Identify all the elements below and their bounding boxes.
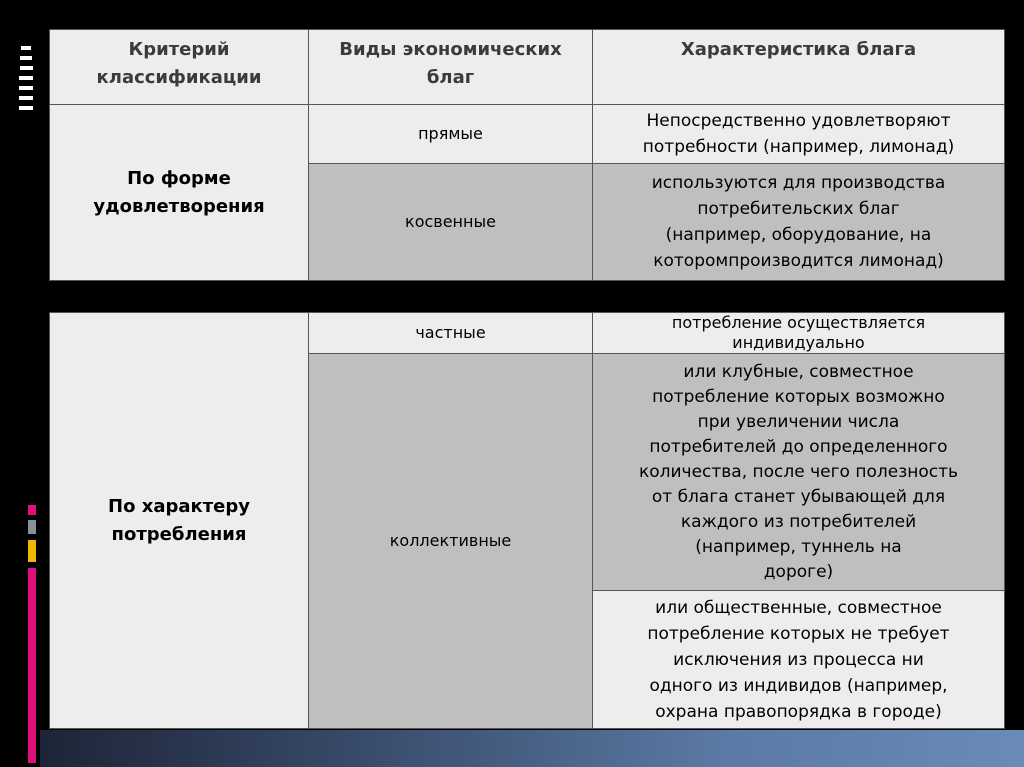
slide-bottom-band [40,730,1024,767]
header-types: Виды экономических благ [308,29,593,105]
description-private: потребление осуществляется индивидуально [592,312,1005,354]
header-criterion: Критерий классификации [49,29,309,105]
criterion-consumption: По характеру потребления [49,312,309,729]
description-club: или клубные, совместное потребление которых возможно при увеличении числа потребителей до определенного количества, после чего полезность от блага станет убывающей для каждого из потребителей (например, туннель на дороге) [592,353,1005,591]
type-collective: коллективные [308,353,593,729]
criterion-form: По форме удовлетворения [49,104,309,281]
description-public: или общественные, совместное потребление которых не требует исключения из процесса ни одного из индивидов (например, охрана правопорядка в городе) [592,590,1005,729]
header-characteristic: Характеристика блага [592,29,1005,105]
type-direct: прямые [308,104,593,164]
description-indirect: используются для производства потребительских благ (например, оборудование, на которомпроизводится лимонад) [592,163,1005,281]
description-direct: Непосредственно удовлетворяют потребности (например, лимонад) [592,104,1005,164]
type-private: частные [308,312,593,354]
type-indirect: косвенные [308,163,593,281]
